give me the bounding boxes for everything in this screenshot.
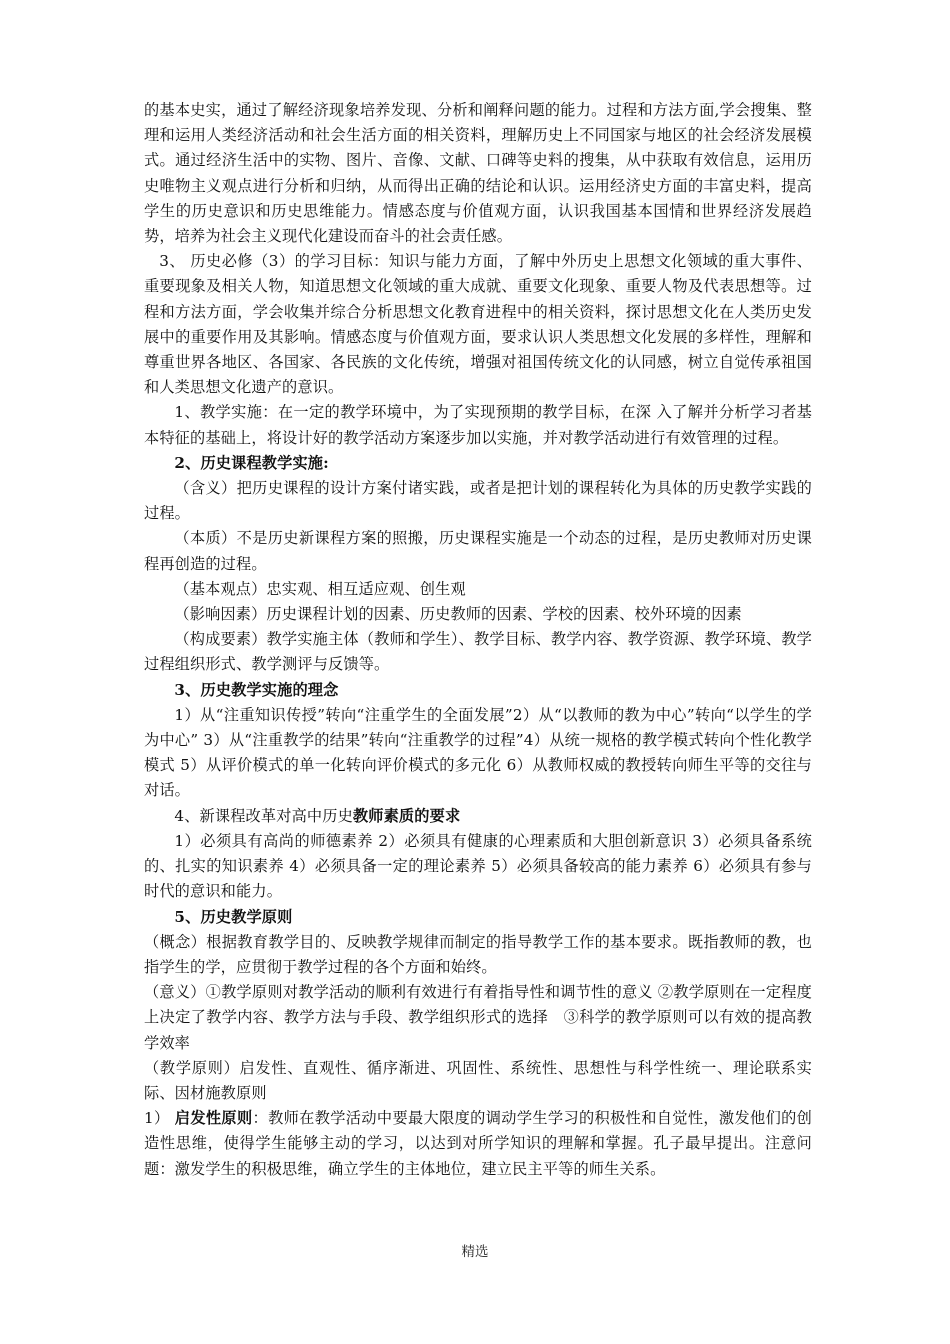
paragraph-heuristic-principle [144,1106,812,1182]
paragraph-principle-meaning: （意义）①教学原则对教学活动的顺利有效进行有着指导性和调节性的意义 ②教学原则在一定程度上决定了教学内容、教学方法与手段、教学组织形式的选择 ③科学的教学原则可以有效的提高教学效率 [144,983,812,1052]
paragraph-compulsory-3-goals: 3、 历史必修（3）的学习目标：知识与能力方面，了解中外历史上思想文化领域的重大事件、重要现象及相关人物，知道思想文化领域的重大成就、重要文化现象、重要人物及代表思想等。过程和方法方面，学会收集并综合分析思想文化教育进程中的相关资料，探讨思想文化在人类历史发展中的重要作用及其影响。情感态度与价值观方面，要求认识人类思想文化发展的多样性，理解和尊重世界各地区、各国家、各民族的文化传统，增强对祖国传统文化的认同感，树立自觉传承祖国和人类思想文化遗产的意识。 [144,252,812,397]
paragraph-economic-history-goals: 的基本史实，通过了解经济现象培养发现、分析和阐释问题的能力。过程和方法方面,学会搜集、整理和运用人类经济活动和社会生活方面的相关资料，理解历史上不同国家与地区的社会经济发展模式。通过经济生活中的实物、图片、音像、文献、口碑等史料的搜集，从中获取有效信息，运用历史唯物主义观点进行分析和归纳，从而得出正确的结论和认识。运用经济史方面的丰富史料，提高学生的历史意识和历史思维能力。情感态度与价值观方面，认识我国基本国情和世界经济发展趋势，培养为社会主义现代化建设而奋斗的社会责任感。 [144,101,812,246]
paragraph-definition: （含义）把历史课程的设计方案付诸实践，或者是把计划的课程转化为具体的历史教学实践的过程。 [144,479,812,523]
heuristic-title: 启发性原则 [174,1109,253,1128]
paragraph-teaching-implementation: 1、教学实施：在一定的教学环境中，为了实现预期的教学目标，在深 入了解并分析学习者基本特征的基础上，将设计好的教学活动方案逐步加以实施，并对教学活动进行有效管理的过程。 [144,403,812,447]
heading-teacher-quality [144,804,812,829]
heading-teaching-principles: 5、历史教学原则 [174,907,293,926]
paragraph-basic-views: （基本观点）忠实观、相互适应观、创生观 [174,579,466,598]
heuristic-text: ：教师在教学活动中要最大限度的调动学生学习的积极性和自觉性，激发他们的创造性思维，使得学生能够主动的学习，以达到对所学知识的理解和掌握。孔子最早提出。注意问题：激发学生的积极思维，确立学生的主体地位，建立民主平等的师生关系。 [144,1109,813,1178]
paragraph-components: （构成要素）教学实施主体（教师和学生）、教学目标、教学内容、教学资源、教学环境、教学过程组织形式、教学测评与反馈等。 [144,630,812,674]
document-body [144,98,812,1182]
paragraph-principle-concept: （概念）根据教育教学目的、反映教学规律而制定的指导教学工作的基本要求。既指教师的教，也指学生的学，应贯彻于教学过程的各个方面和始终。 [144,932,812,976]
paragraph-principle-list: （教学原则）启发性、直观性、循序渐进、巩固性、系统性、思想性与科学性统一、理论联系实际、因材施教原则 [144,1058,812,1102]
paragraph-teacher-requirements: 1）必须具有高尚的师德素养 2）必须具有健康的心理素质和大胆创新意识 3）必须具备系统的、扎实的知识素养 4）必须具备一定的理论素养 5）必须具备较高的能力素养 6）必须具有参与时代的意识和能力。 [144,831,812,901]
paragraph-concept-shifts: 1）从“注重知识传授”转向“注重学生的全面发展”2）从“以教师的教为中心”转向“以学生的学为中心” 3）从“注重教学的结果”转向“注重教学的过程”4）从统一规格的教学模式转向个性化教学模式 5）从评价模式的单一化转向评价模式的多元化 6）从教师权威的教授转向师生平等的交往与对话。 [144,705,812,800]
heading-course-implementation: 2、历史课程教学实施: [174,453,329,472]
page-footer: 精选 [461,1244,489,1260]
paragraph-essence: （本质）不是历史新课程方案的照搬，历史课程实施是一个动态的过程，是历史教师对历史课程再创造的过程。 [144,529,812,573]
heuristic-number: 1） [144,1109,175,1128]
paragraph-influencing-factors: （影响因素）历史课程计划的因素、历史教师的因素、学校的因素、校外环境的因素 [174,605,742,624]
heading-implementation-concepts: 3、历史教学实施的理念 [174,680,339,699]
heading-teacher-quality-bold: 教师素质的要求 [352,806,461,825]
heading-teacher-quality-prefix: 4、新课程改革对高中历史 [174,806,353,825]
